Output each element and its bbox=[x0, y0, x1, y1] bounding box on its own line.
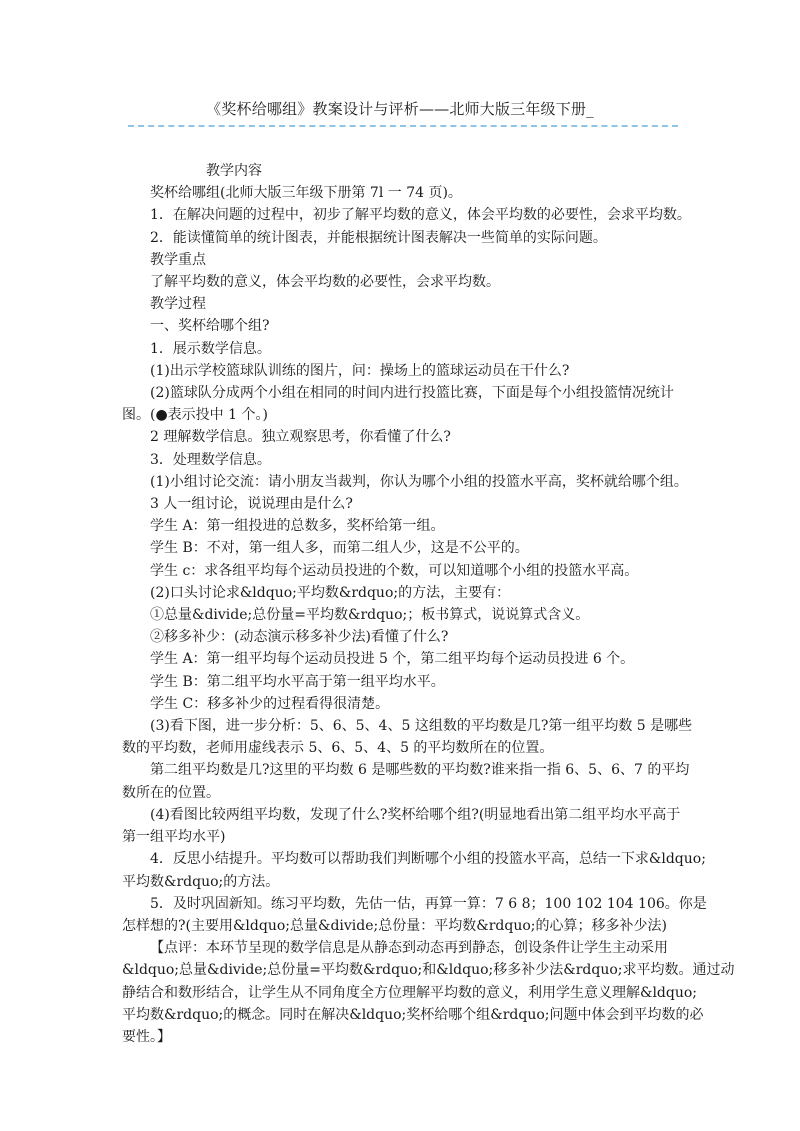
body-line: 数的平均数，老师用虚线表示 5、6、5、4、5 的平均数所在的位置。 bbox=[122, 740, 554, 757]
body-line: (2)口头讨论求&ldquo;平均数&rdquo;的方法，主要有： bbox=[150, 584, 511, 601]
body-line: (1)出示学校篮球队训练的图片，问：操场上的篮球运动员在干什么? bbox=[150, 362, 570, 379]
body-line: 2．能读懂简单的统计图表，并能根据统计图表解决一些简单的实际问题。 bbox=[150, 229, 607, 246]
body-line: 学生 C：移多补少的过程看得很清楚。 bbox=[150, 695, 390, 712]
body-line: &ldquo;总量&divide;总份量=平均数&rdquo;和&ldquo;移多补少法&rdquo;求平均数。通过动 bbox=[122, 962, 735, 979]
body-line: 学生 B：第二组平均水平高于第一组平均水平。 bbox=[150, 673, 445, 690]
body-line: 5．及时巩固新知。练习平均数，先估一估，再算一算：7 6 8；100 102 104 106。你是 bbox=[150, 895, 707, 912]
body-line: 要性。】 bbox=[122, 1028, 171, 1045]
body-line: (3)看下图，进一步分析：5、6、5、4、5 这组数的平均数是几?第一组平均数 5 是哪些 bbox=[150, 718, 693, 735]
body-line: 4．反思小结提升。平均数可以帮助我们判断哪个小组的投篮水平高，总结一下求&ldquo; bbox=[150, 851, 706, 868]
body-line: 3．处理数学信息。 bbox=[150, 451, 271, 468]
body-line: 教学重点 bbox=[150, 251, 206, 268]
body-line: (1)小组讨论交流：请小朋友当裁判，你认为哪个小组的投篮水平高，奖杯就给哪个组。 bbox=[150, 473, 688, 490]
body-line: 学生 B：不对，第一组人多，而第二组人少，这是不公平的。 bbox=[150, 540, 529, 557]
body-line: 学生 A：第一组投进的总数多，奖杯给第一组。 bbox=[150, 518, 445, 535]
body-line: 一、奖杯给哪个组? bbox=[150, 318, 270, 335]
body-line: 怎样想的?(主要用&ldquo;总量&divide;总份量：平均数&rdquo;的心算；移多补少法) bbox=[122, 917, 667, 934]
body-line: 平均数&rdquo;的概念。同时在解决&ldquo;奖杯给哪个组&rdquo;问题中体会到平均数的必 bbox=[122, 1006, 704, 1023]
title-divider bbox=[128, 125, 678, 127]
body-line: 数所在的位置。 bbox=[122, 784, 220, 801]
body-line: 奖杯给哪组(北师大版三年级下册第 7l 一 74 页)。 bbox=[150, 185, 462, 202]
body-line: 图。(●表示投中 1 个。) bbox=[122, 407, 268, 424]
document-body bbox=[122, 160, 735, 1048]
body-line: 第二组平均数是几?这里的平均数 6 是哪些数的平均数?谁来指一指 6、5、6、7 的平均 bbox=[150, 762, 690, 779]
body-line: 教学过程 bbox=[150, 296, 206, 313]
body-line: ②移多补少：(动态演示移多补少法)看懂了什么? bbox=[150, 629, 449, 646]
body-line: ①总量&divide;总份量=平均数&rdquo;；板书算式，说说算式含义。 bbox=[150, 607, 590, 624]
body-line: 平均数&rdquo;的方法。 bbox=[122, 873, 280, 890]
body-line: 1．在解决问题的过程中，初步了解平均数的意义，体会平均数的必要性，会求平均数。 bbox=[150, 207, 691, 224]
body-line: 1．展示数学信息。 bbox=[150, 340, 271, 357]
body-line: 静结合和数形结合，让学生从不同角度全方位理解平均数的意义，利用学生意义理解&ldquo; bbox=[122, 984, 698, 1001]
body-line: 2 理解数学信息。独立观察思考，你看懂了什么? bbox=[150, 429, 451, 446]
body-line: 3 人一组讨论，说说理由是什么? bbox=[150, 496, 353, 513]
body-line: 【点评：本环节呈现的数学信息是从静态到动态再到静态，创设条件让学生主动采用 bbox=[150, 940, 668, 957]
body-line: 教学内容 bbox=[206, 163, 262, 179]
body-line: 学生 A：第一组平均每个运动员投进 5 个，第二组平均每个运动员投进 6 个。 bbox=[150, 651, 635, 668]
body-line: 第一组平均水平) bbox=[122, 829, 226, 846]
body-line: 了解平均数的意义，体会平均数的必要性，会求平均数。 bbox=[150, 274, 500, 291]
body-line: (4)看图比较两组平均数，发现了什么?奖杯给哪个组?(明显地看出第二组平均水平高于 bbox=[150, 806, 681, 823]
body-line: (2)篮球队分成两个小组在相同的时间内进行投篮比赛，下面是每个小组投篮情况统计 bbox=[150, 385, 674, 402]
body-line: 学生 c：求各组平均每个运动员投进的个数，可以知道哪个小组的投篮水平高。 bbox=[150, 562, 639, 579]
document-title: 《奖杯给哪组》教案设计与评析——北师大版三年级下册_ bbox=[206, 100, 594, 118]
